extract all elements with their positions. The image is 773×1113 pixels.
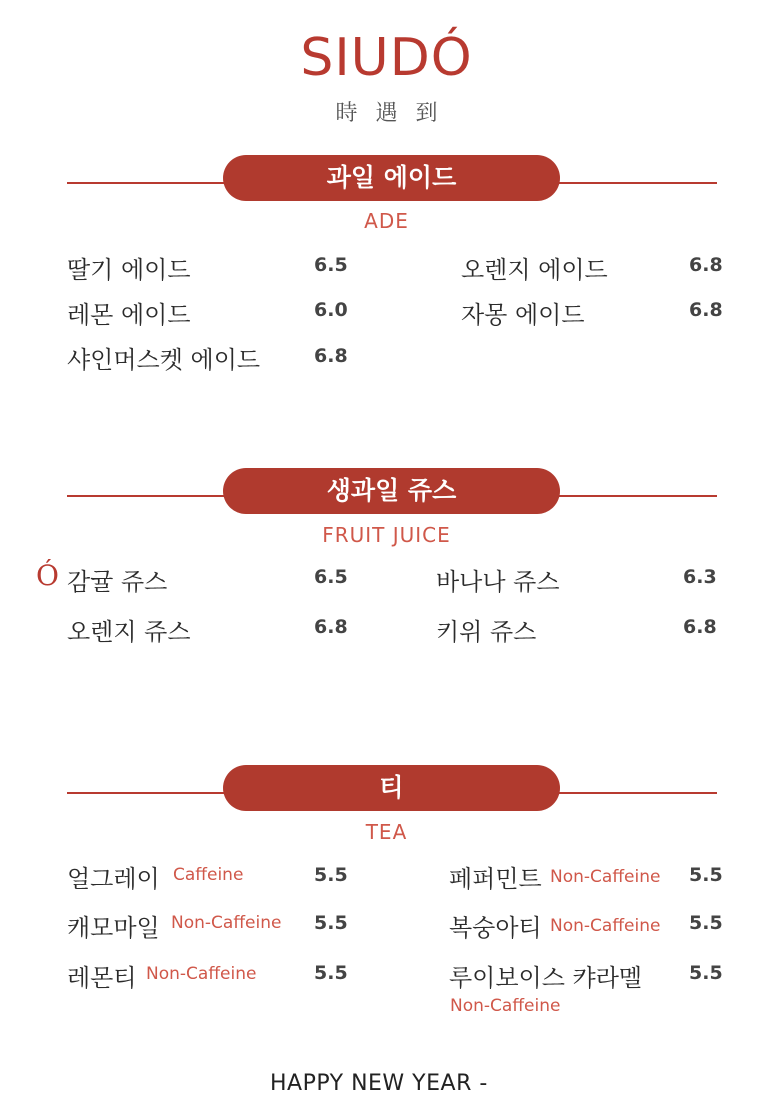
menu-item-price: 6.3	[683, 566, 717, 588]
menu-item-name: 오렌지 쥬스	[67, 618, 191, 646]
menu-item-name: 샤인머스켓 에이드	[67, 346, 261, 374]
menu-item-name: 바나나 쥬스	[436, 568, 560, 596]
menu-item-price: 6.8	[689, 254, 723, 276]
menu-item-name: 레몬티	[67, 964, 137, 992]
menu-item-price: 5.5	[314, 864, 348, 886]
caffeine-tag: Non-Caffeine	[550, 916, 661, 936]
menu-item-price: 5.5	[314, 962, 348, 984]
brand-logo: SIUDÓ	[300, 28, 473, 88]
menu-item-price: 6.8	[314, 345, 348, 367]
section-subtitle-tea: TEA	[365, 820, 408, 844]
menu-item-name: 레몬 에이드	[67, 301, 191, 329]
menu-item-price: 5.5	[314, 912, 348, 934]
menu-item-name: 얼그레이	[67, 865, 160, 893]
caffeine-tag: Non-Caffeine	[146, 964, 257, 984]
brand-mark-icon: Ó	[36, 559, 59, 592]
menu-item-price: 6.5	[314, 254, 348, 276]
brand-subtitle: 時遇到	[335, 101, 456, 126]
menu-item-price: 6.8	[683, 616, 717, 638]
menu-item-name: 루이보이스 캬라멜	[449, 964, 643, 992]
section-subtitle-juice: FRUIT JUICE	[322, 523, 451, 547]
menu-item-name: 페퍼민트	[449, 865, 542, 893]
footer-greeting: HAPPY NEW YEAR -	[270, 1071, 488, 1096]
caffeine-tag: Non-Caffeine	[171, 913, 282, 933]
caffeine-tag: Non-Caffeine	[450, 996, 561, 1016]
menu-item-name: 딸기 에이드	[67, 256, 191, 284]
section-subtitle-ade: ADE	[364, 209, 409, 233]
section-title-tea: 티	[223, 765, 560, 811]
menu-item-name: 자몽 에이드	[461, 301, 585, 329]
menu-item-price: 5.5	[689, 864, 723, 886]
caffeine-tag: Caffeine	[173, 865, 244, 885]
menu-item-name: 오렌지 에이드	[461, 256, 608, 284]
section-title-ade: 과일 에이드	[223, 155, 560, 201]
menu-item-price: 6.0	[314, 299, 348, 321]
menu-item-price: 5.5	[689, 962, 723, 984]
menu-item-name: 캐모마일	[67, 914, 160, 942]
menu-item-name: 복숭아티	[449, 914, 542, 942]
menu-item-price: 6.5	[314, 566, 348, 588]
section-title-juice: 생과일 쥬스	[223, 468, 560, 514]
caffeine-tag: Non-Caffeine	[550, 867, 661, 887]
menu-item-price: 5.5	[689, 912, 723, 934]
menu-item-price: 6.8	[314, 616, 348, 638]
menu-item-name: 감귤 쥬스	[67, 568, 168, 596]
menu-item-price: 6.8	[689, 299, 723, 321]
menu-item-name: 키위 쥬스	[436, 618, 537, 646]
